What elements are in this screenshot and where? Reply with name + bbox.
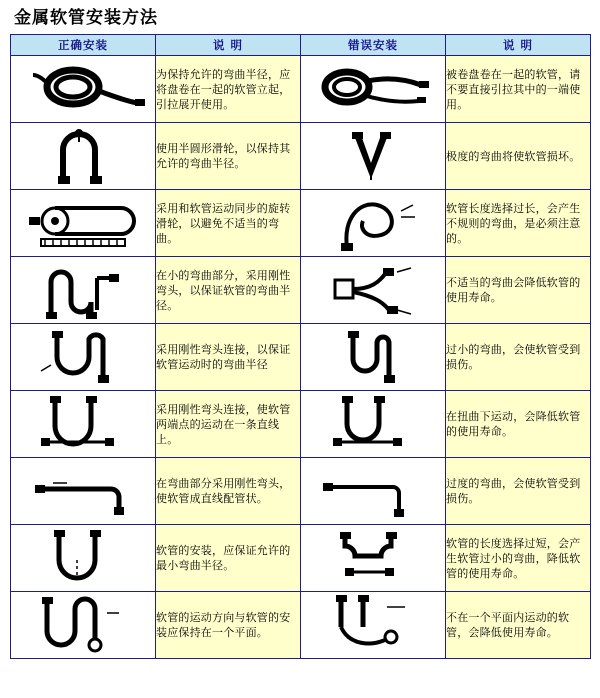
table-row — [11, 257, 591, 324]
table-row — [11, 458, 591, 525]
column-header-wrong: 错误安装 — [301, 35, 446, 56]
table-row — [11, 592, 591, 659]
correct-description: 采用刚性弯头连接，使软管两端点的运动在一条直线上。 — [156, 391, 301, 458]
wrong-illustration-cell — [301, 391, 446, 458]
hose-too-long-square-bend-icon — [301, 526, 444, 590]
table-row — [11, 391, 591, 458]
correct-illustration-cell — [11, 324, 156, 391]
correct-description: 在弯曲部分采用刚性弯头，使软管成直线配管状。 — [156, 458, 301, 525]
wrong-illustration-cell — [301, 324, 446, 391]
table-row — [11, 190, 591, 257]
hose-over-semicircular-guide-icon — [11, 124, 154, 188]
wrong-description: 在扭曲下运动，会降低软管的使用寿命。 — [446, 391, 591, 458]
wrong-illustration-cell — [301, 56, 446, 123]
wrong-description: 软管长度选择过长，会产生不规则的弯曲，是必须注意的。 — [446, 190, 591, 257]
hose-on-rotating-pulley-track-icon — [11, 191, 154, 255]
wrong-illustration-cell — [301, 525, 446, 592]
wrong-illustration-cell — [301, 257, 446, 324]
table-header-row — [11, 35, 591, 56]
correct-description: 为保持允许的弯曲半径，应将盘卷在一起的软管立起，引拉展开使用。 — [156, 56, 301, 123]
wrong-illustration-cell — [301, 458, 446, 525]
rigid-elbow-u-connection-icon — [11, 325, 154, 389]
wrong-illustration-cell — [301, 592, 446, 659]
wrong-description: 不适当的弯曲会降低软管的使用寿命。 — [446, 257, 591, 324]
hose-loose-long-loop-icon — [301, 191, 444, 255]
page-title: 金属软管安装方法 — [14, 8, 158, 28]
table-row — [11, 324, 591, 391]
hose-sharp-v-bend-icon — [301, 124, 444, 188]
correct-illustration-cell — [11, 123, 156, 190]
correct-illustration-cell — [11, 458, 156, 525]
correct-description: 采用刚性弯头连接，以保证软管运动时的弯曲半径 — [156, 324, 301, 391]
wrong-description: 过小的弯曲，会使软管受到损伤。 — [446, 324, 591, 391]
correct-description: 采用和软管运动同步的旋转滑轮，以避免不适当的弯曲。 — [156, 190, 301, 257]
wrong-description: 软管的长度选择过短，会产生软管过小的弯曲，降低软管的使用寿命。 — [446, 525, 591, 592]
hose-minimum-bend-radius-u-icon — [11, 526, 154, 590]
wrong-description: 极度的弯曲将使软管损坏。 — [446, 123, 591, 190]
wrong-illustration-cell — [301, 123, 446, 190]
wrong-illustration-cell — [301, 190, 446, 257]
table-row — [11, 123, 591, 190]
wrong-description: 不在一个平面内运动的软管，会降低使用寿命。 — [446, 592, 591, 659]
correct-illustration-cell — [11, 190, 156, 257]
rigid-elbow-short-bend-icon — [11, 258, 154, 322]
table-row — [11, 56, 591, 123]
coiled-hose-pulled-icon — [301, 57, 444, 121]
straight-pipe-with-rigid-elbow-icon — [11, 459, 154, 523]
correct-illustration-cell — [11, 257, 156, 324]
correct-description: 在小的弯曲部分，采用刚性弯头，以保证软管的弯曲半径。 — [156, 257, 301, 324]
column-header-wrong-desc: 说 明 — [446, 35, 591, 56]
hose-excessive-bend-straight-run-icon — [301, 459, 444, 523]
wrong-description: 被卷盘卷在一起的软管，请不要直接引拉其中的一端使用。 — [446, 56, 591, 123]
installation-methods-table — [10, 34, 591, 659]
wrong-description: 过度的弯曲，会使软管受到损伤。 — [446, 458, 591, 525]
correct-illustration-cell — [11, 525, 156, 592]
hose-motion-out-of-plane-icon — [301, 593, 444, 657]
correct-illustration-cell — [11, 391, 156, 458]
column-header-correct: 正确安装 — [11, 35, 156, 56]
correct-illustration-cell — [11, 592, 156, 659]
correct-description: 软管的运动方向与软管的安装应保持在一个平面。 — [156, 592, 301, 659]
correct-description: 软管的安装，应保证允许的最小弯曲半径。 — [156, 525, 301, 592]
table-row — [11, 525, 591, 592]
rigid-elbow-straight-line-motion-icon — [11, 392, 154, 456]
hose-twisted-u-motion-icon — [301, 392, 444, 456]
hose-tight-bend-at-fitting-icon — [301, 258, 444, 322]
coiled-hose-roll-icon — [11, 57, 154, 121]
hose-motion-in-same-plane-icon — [11, 593, 154, 657]
correct-description: 使用半圆形滑轮，以保持其允许的弯曲半径。 — [156, 123, 301, 190]
correct-illustration-cell — [11, 56, 156, 123]
hose-over-tight-u-icon — [301, 325, 444, 389]
column-header-correct-desc: 说 明 — [156, 35, 301, 56]
